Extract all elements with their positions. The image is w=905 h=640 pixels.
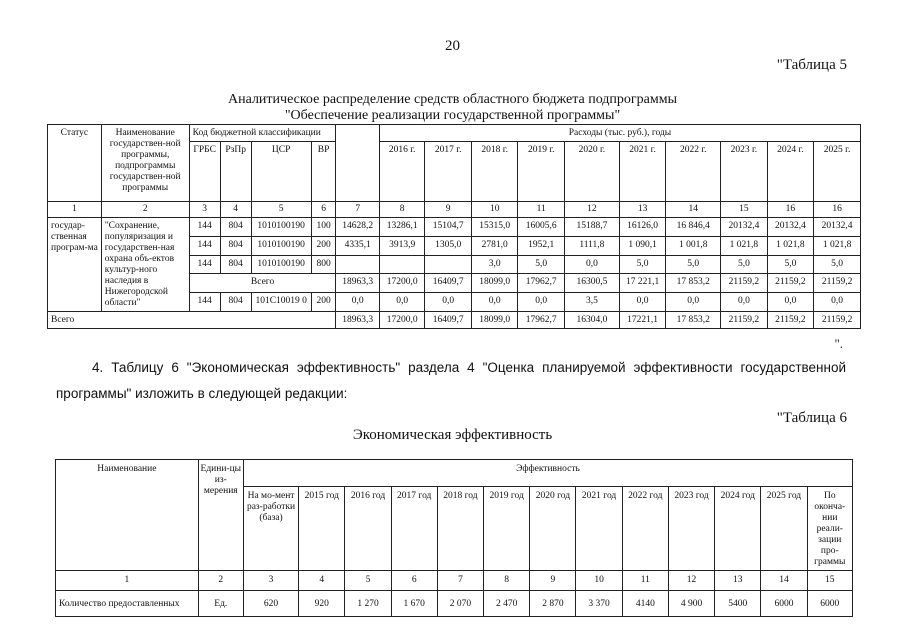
value-cell: 17221,1 <box>619 312 666 329</box>
vr-cell: 200 <box>311 293 336 312</box>
value-cell: 18963,3 <box>336 312 379 329</box>
value-cell: 2 470 <box>484 591 530 617</box>
value-cell: 0,0 <box>767 293 814 312</box>
value-cell: 0,0 <box>721 293 768 312</box>
value-cell: 2 870 <box>530 591 576 617</box>
col-number: 11 <box>518 202 565 218</box>
value-cell: 15188,7 <box>565 218 620 237</box>
table5-title-line1: Аналитическое распределение средств областного бюджета подпрограммы <box>228 92 677 107</box>
vr-cell: 100 <box>311 218 336 237</box>
value-cell: 20132,4 <box>814 218 861 237</box>
csr-cell: 1010100190 <box>251 236 311 255</box>
col-number: 14 <box>761 571 807 591</box>
col-number: 9 <box>425 202 472 218</box>
col-number: 16 <box>814 202 861 218</box>
budget-distribution-table <box>47 124 861 329</box>
header-year: 2017 год <box>391 487 437 571</box>
table6-title: Экономическая эффективность <box>352 427 553 443</box>
header-year: 2019 г. <box>518 142 565 202</box>
value-cell: 4140 <box>622 591 668 617</box>
value-cell: 0,0 <box>565 255 620 274</box>
value-cell: 1305,0 <box>425 236 472 255</box>
col-number: 11 <box>622 571 668 591</box>
csr-cell: 1010100190 <box>251 255 311 274</box>
economic-efficiency-table <box>55 459 853 617</box>
header-year: 2020 г. <box>565 142 620 202</box>
col-number: 9 <box>530 571 576 591</box>
value-cell: 15315,0 <box>471 218 518 237</box>
header-base: На мо-мент раз-работки (база) <box>243 487 298 571</box>
value-cell: 1 670 <box>391 591 437 617</box>
col-number: 15 <box>721 202 768 218</box>
col-number: 6 <box>391 571 437 591</box>
value-cell: 620 <box>243 591 298 617</box>
col-number: 6 <box>311 202 336 218</box>
header-status: Статус <box>48 125 102 202</box>
value-cell: 17 221,1 <box>619 274 666 293</box>
value-cell <box>336 255 379 274</box>
vr-cell: 200 <box>311 236 336 255</box>
value-cell: 13286,1 <box>379 218 425 237</box>
table6-reference: "Таблица 6 <box>776 410 847 426</box>
value-cell: 920 <box>299 591 345 617</box>
table5-title-line2: "Обеспечение реализации государственной программы" <box>284 108 621 123</box>
value-cell: 16409,7 <box>425 274 472 293</box>
value-cell: 1 021,8 <box>767 236 814 255</box>
header-year: 2021 г. <box>619 142 666 202</box>
value-cell: 16304,0 <box>565 312 620 329</box>
rzpr-cell: 804 <box>220 236 251 255</box>
value-cell: 5,0 <box>619 255 666 274</box>
header-vr: ВР <box>311 142 336 202</box>
value-cell: 0,0 <box>619 293 666 312</box>
header-year: 2025 год <box>761 487 807 571</box>
header-year: 2025 г. <box>814 142 861 202</box>
value-cell: 16126,0 <box>619 218 666 237</box>
value-cell: 20132,4 <box>721 218 768 237</box>
value-cell: 5,0 <box>814 255 861 274</box>
header-csr: ЦСР <box>251 142 311 202</box>
value-cell: 0,0 <box>379 293 425 312</box>
grbs-cell: 144 <box>189 236 220 255</box>
value-cell: 1 021,8 <box>721 236 768 255</box>
col-number: 8 <box>484 571 530 591</box>
amendment-paragraph: 4. Таблицу 6 "Экономическая эффективность" раздела 4 "Оценка планируемой эффективности государственной программы" изложить в следующей редакции: <box>56 360 846 401</box>
value-cell: 20132,4 <box>767 218 814 237</box>
col-number: 1 <box>56 571 199 591</box>
value-cell: 17962,7 <box>518 274 565 293</box>
col-number: 15 <box>807 571 852 591</box>
value-cell: 21159,2 <box>814 274 861 293</box>
value-cell: 5,0 <box>666 255 721 274</box>
value-cell: 17200,0 <box>379 274 425 293</box>
header-year: 2017 г. <box>425 142 472 202</box>
header-unit: Едини-цы из-мерения <box>198 460 243 571</box>
total-label: Всего <box>48 312 336 329</box>
indicator-name-cell: Количество предоставленных <box>56 591 199 617</box>
header-program-name: Наименование государствен-ной программы, подпрограммы государствен-ной программы <box>101 125 189 202</box>
header-year: 2022 г. <box>666 142 721 202</box>
value-cell: 0,0 <box>471 293 518 312</box>
header-year: 2018 год <box>437 487 483 571</box>
col-number: 8 <box>379 202 425 218</box>
header-budget-code: Код бюджетной классификации <box>189 125 336 142</box>
value-cell: 2781,0 <box>471 236 518 255</box>
value-cell: 4335,1 <box>336 236 379 255</box>
value-cell: 1 021,8 <box>814 236 861 255</box>
col-number: 7 <box>336 202 379 218</box>
col-number: 10 <box>471 202 518 218</box>
value-cell: 14628,2 <box>336 218 379 237</box>
value-cell: 5400 <box>715 591 761 617</box>
value-cell: 18963,3 <box>336 274 379 293</box>
value-cell: 0,0 <box>425 293 472 312</box>
col-number: 2 <box>198 571 243 591</box>
value-cell: 21159,2 <box>721 312 768 329</box>
header-year: 2015 год <box>299 487 345 571</box>
column-number-row <box>56 571 853 591</box>
value-cell: 0,0 <box>814 293 861 312</box>
grbs-cell: 144 <box>189 218 220 237</box>
value-cell: 21159,2 <box>767 274 814 293</box>
col-number: 1 <box>48 202 102 218</box>
header-year: 2022 год <box>622 487 668 571</box>
value-cell: 0,0 <box>666 293 721 312</box>
table5-title <box>0 92 905 124</box>
csr-cell: 101С10019 0 <box>251 293 311 312</box>
table-row <box>48 218 861 237</box>
value-cell: 1 001,8 <box>666 236 721 255</box>
header-year: 2018 г. <box>471 142 518 202</box>
value-cell: 1 270 <box>345 591 391 617</box>
value-cell: 17962,7 <box>518 312 565 329</box>
value-cell: 3913,9 <box>379 236 425 255</box>
value-cell: 16300,5 <box>565 274 620 293</box>
header-year: 2023 год <box>668 487 714 571</box>
value-cell <box>425 255 472 274</box>
value-cell: 16 846,4 <box>666 218 721 237</box>
col-number: 4 <box>299 571 345 591</box>
header-rzpr: РзПр <box>220 142 251 202</box>
rzpr-cell: 804 <box>220 218 251 237</box>
value-cell: 6000 <box>807 591 852 617</box>
header-expenses: Расходы (тыс. руб.), годы <box>379 125 860 142</box>
value-cell: 15104,7 <box>425 218 472 237</box>
col-number: 13 <box>619 202 666 218</box>
total-row <box>48 312 861 329</box>
header-grbs: ГРБС <box>189 142 220 202</box>
col-number: 13 <box>715 571 761 591</box>
value-cell: 16409,7 <box>425 312 472 329</box>
vr-cell: 800 <box>311 255 336 274</box>
header-year: 2016 год <box>345 487 391 571</box>
rzpr-cell: 804 <box>220 255 251 274</box>
grbs-cell: 144 <box>189 293 220 312</box>
header-year: 2016 г. <box>379 142 425 202</box>
subtotal-label: Всего <box>189 274 336 293</box>
value-cell: 1111,8 <box>565 236 620 255</box>
closing-quote: ". <box>834 336 843 351</box>
value-cell: 0,0 <box>518 293 565 312</box>
header-name: Наименование <box>56 460 199 571</box>
value-cell: 5,0 <box>518 255 565 274</box>
value-cell: 18099,0 <box>471 312 518 329</box>
header-year: 2024 г. <box>767 142 814 202</box>
page-number: 20 <box>445 38 460 54</box>
rzpr-cell: 804 <box>220 293 251 312</box>
value-cell: 6000 <box>761 591 807 617</box>
table-row <box>56 591 853 617</box>
value-cell: 3,5 <box>565 293 620 312</box>
column-number-row <box>48 202 861 218</box>
value-cell: 17 853,2 <box>666 312 721 329</box>
value-cell: 5,0 <box>767 255 814 274</box>
value-cell: 5,0 <box>721 255 768 274</box>
grbs-cell: 144 <box>189 255 220 274</box>
value-cell: 21159,2 <box>721 274 768 293</box>
col-number: 2 <box>101 202 189 218</box>
col-number: 4 <box>220 202 251 218</box>
value-cell: 18099,0 <box>471 274 518 293</box>
value-cell: 1 090,1 <box>619 236 666 255</box>
value-cell: 4 900 <box>668 591 714 617</box>
unit-cell: Ед. <box>198 591 243 617</box>
value-cell: 17200,0 <box>379 312 425 329</box>
value-cell: 17 853,2 <box>666 274 721 293</box>
program-name-cell: "Сохранение, популяризация и государствен-ная охрана объ-ектов культур-ного наследия в Нижегородской области" <box>101 218 189 312</box>
col-number: 3 <box>189 202 220 218</box>
col-number: 5 <box>345 571 391 591</box>
header-efficiency: Эффективность <box>243 460 852 487</box>
header-year: 2023 г. <box>721 142 768 202</box>
value-cell <box>379 255 425 274</box>
header-year: 2024 год <box>715 487 761 571</box>
value-cell: 3,0 <box>471 255 518 274</box>
header-year: 2019 год <box>484 487 530 571</box>
col-number: 5 <box>251 202 311 218</box>
header-end: По оконча-нии реали-зации про-граммы <box>807 487 852 571</box>
col-number: 14 <box>666 202 721 218</box>
col-number: 16 <box>767 202 814 218</box>
value-cell: 16005,6 <box>518 218 565 237</box>
status-cell: государ-ственная програм-ма <box>48 218 102 312</box>
header-year: 2021 год <box>576 487 622 571</box>
value-cell: 3 370 <box>576 591 622 617</box>
value-cell: 1952,1 <box>518 236 565 255</box>
col-number: 3 <box>243 571 298 591</box>
col-number: 12 <box>668 571 714 591</box>
value-cell: 0,0 <box>336 293 379 312</box>
header-year: 2020 год <box>530 487 576 571</box>
value-cell: 21159,2 <box>814 312 861 329</box>
value-cell: 21159,2 <box>767 312 814 329</box>
col-number: 7 <box>437 571 483 591</box>
value-cell: 2 070 <box>437 591 483 617</box>
csr-cell: 1010100190 <box>251 218 311 237</box>
table5-reference: "Таблица 5 <box>776 57 847 73</box>
col-number: 10 <box>576 571 622 591</box>
col-number: 12 <box>565 202 620 218</box>
